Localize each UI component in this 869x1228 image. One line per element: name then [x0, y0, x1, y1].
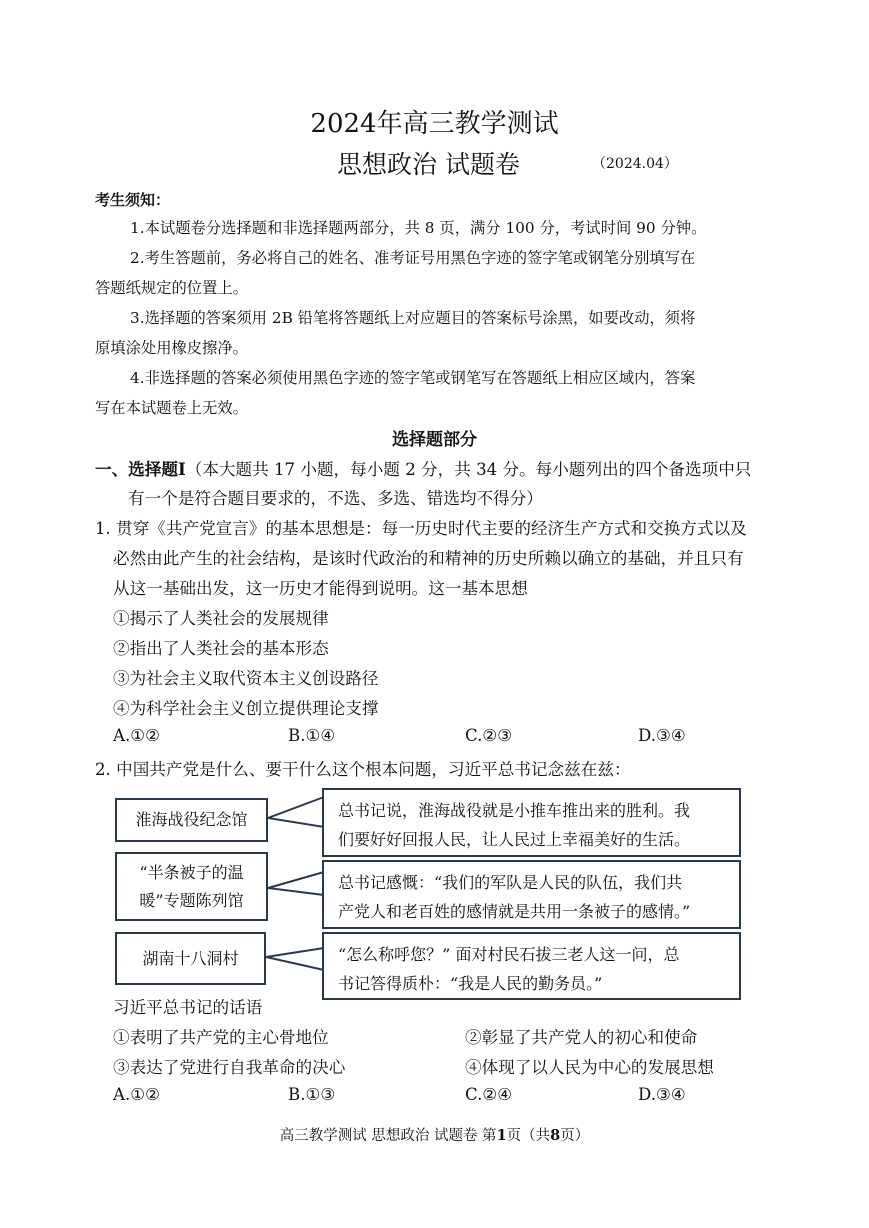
- exam-date: （2024.04）: [592, 156, 678, 172]
- notice-heading: 考生须知：: [95, 191, 171, 209]
- part1-instructions-2: 有一个是符合题目要求的，不选、多选、错选均不得分）: [128, 489, 543, 508]
- q2-stem: 2. 中国共产党是什么、要干什么这个根本问题，习近平总书记念兹在兹：: [95, 760, 631, 779]
- quote-box-shibadong: [322, 932, 741, 1000]
- q2-option-a: A.①②: [113, 1085, 161, 1104]
- footer-text: 页）: [560, 1128, 590, 1144]
- part1-instructions: （本大题共 17 小题，每小题 2 分，共 34 分。每小题列出的四个备选项中只: [185, 460, 752, 479]
- q2-statement: ④体现了以人民为中心的发展思想: [465, 1058, 714, 1077]
- q1-statement: ④为科学社会主义创立提供理论支撑: [113, 699, 379, 718]
- place-label: 淮海战役纪念馆: [135, 810, 248, 829]
- q1-option-d: D.③④: [638, 726, 686, 745]
- q2-statement: ①表明了共产党的主心骨地位: [113, 1028, 329, 1047]
- quote-line: 们要好好回报人民，让人民过上幸福美好的生活。: [338, 830, 691, 849]
- quote-line: “怎么称呼您？” 面对村民石拔三老人这一问，总: [338, 945, 680, 964]
- callout-pointer-3: [266, 948, 324, 970]
- q1-option-b: B.①④: [288, 726, 336, 745]
- quote-line: 总书记说，淮海战役就是小推车推出来的胜利。我: [338, 801, 691, 820]
- notice-line: 3.选择题的答案须用 2B 铅笔将答题纸上对应题目的答案标号涂黑，如要改动，须将: [130, 309, 696, 327]
- q2-statement: ③表达了党进行自我革命的决心: [113, 1058, 346, 1077]
- notice-line: 原填涂处用橡皮擦净。: [95, 339, 248, 357]
- notice-line: 答题纸规定的位置上。: [95, 279, 248, 297]
- place-box-shibadong: [115, 932, 266, 985]
- notice-line: 4.非选择题的答案必须使用黑色字迹的签字笔或钢笔写在答题纸上相应区域内，答案: [130, 369, 696, 387]
- place-label: 暖”专题陈列馆: [139, 890, 244, 910]
- q2-option-b: B.①③: [288, 1085, 336, 1104]
- notice-line: 2.考生答题前，务必将自己的姓名、准考证号用黑色字迹的签字笔或钢笔分别填写在: [130, 249, 696, 267]
- place-box-quilt-exhibit: [115, 852, 268, 921]
- notice-line: 1.本试题卷分选择题和非选择题两部分，共 8 页，满分 100 分，考试时间 90 分钟。: [130, 219, 707, 237]
- footer-total-pages: 8: [550, 1127, 561, 1144]
- q2-statement: ②彰显了共产党人的初心和使命: [465, 1028, 698, 1047]
- q1-stem-line: 1. 贯穿《共产党宣言》的基本思想是：每一历史时代主要的经济生产方式和交换方式以及: [95, 519, 747, 538]
- q1-statement: ③为社会主义取代资本主义创设路径: [113, 669, 379, 688]
- q2-lead: 习近平总书记的话语: [113, 998, 263, 1017]
- quote-line: 总书记感慨：“我们的军队是人民的队伍，我们共: [338, 873, 683, 892]
- quote-line: 产党人和老百姓的感情就是共用一条被子的感情。”: [338, 902, 691, 921]
- place-label: “半条被子的温: [139, 862, 244, 882]
- q1-option-a: A.①②: [113, 726, 161, 745]
- place-label: 湖南十八洞村: [142, 948, 239, 968]
- q1-option-c: C.②③: [465, 726, 513, 745]
- q2-option-d: D.③④: [638, 1085, 686, 1104]
- callout-pointer-1: [268, 797, 324, 827]
- callout-pointer-2: [268, 872, 324, 895]
- exam-title: 2024年高三教学测试: [310, 109, 559, 139]
- place-box-huaihai: [115, 798, 268, 842]
- quote-box-quilt: [322, 860, 741, 929]
- footer-page-number: 1: [496, 1127, 507, 1144]
- section-title: 选择题部分: [392, 430, 477, 450]
- q1-stem-line: 从这一基础出发，这一历史才能得到说明。这一基本思想: [113, 579, 528, 598]
- quote-box-huaihai: [322, 788, 741, 857]
- q1-stem-line: 必然由此产生的社会结构，是该时代政治的和精神的历史所赖以确立的基础，并且只有: [113, 549, 744, 568]
- footer-text: 高三教学测试 思想政治 试题卷 第: [279, 1128, 497, 1144]
- quote-line: 书记答得质朴：“我是人民的勤务员。”: [338, 974, 603, 993]
- q1-statement: ②指出了人类社会的基本形态: [113, 639, 329, 658]
- q2-option-c: C.②④: [465, 1085, 513, 1104]
- exam-subtitle: 思想政治 试题卷: [337, 150, 520, 179]
- footer-text: 页（共: [506, 1128, 551, 1144]
- notice-line: 写在本试题卷上无效。: [95, 399, 248, 417]
- part1-heading: 一、选择题Ⅰ: [95, 459, 186, 479]
- q1-statement: ①揭示了人类社会的发展规律: [113, 609, 329, 628]
- page-footer: [0, 1124, 869, 1145]
